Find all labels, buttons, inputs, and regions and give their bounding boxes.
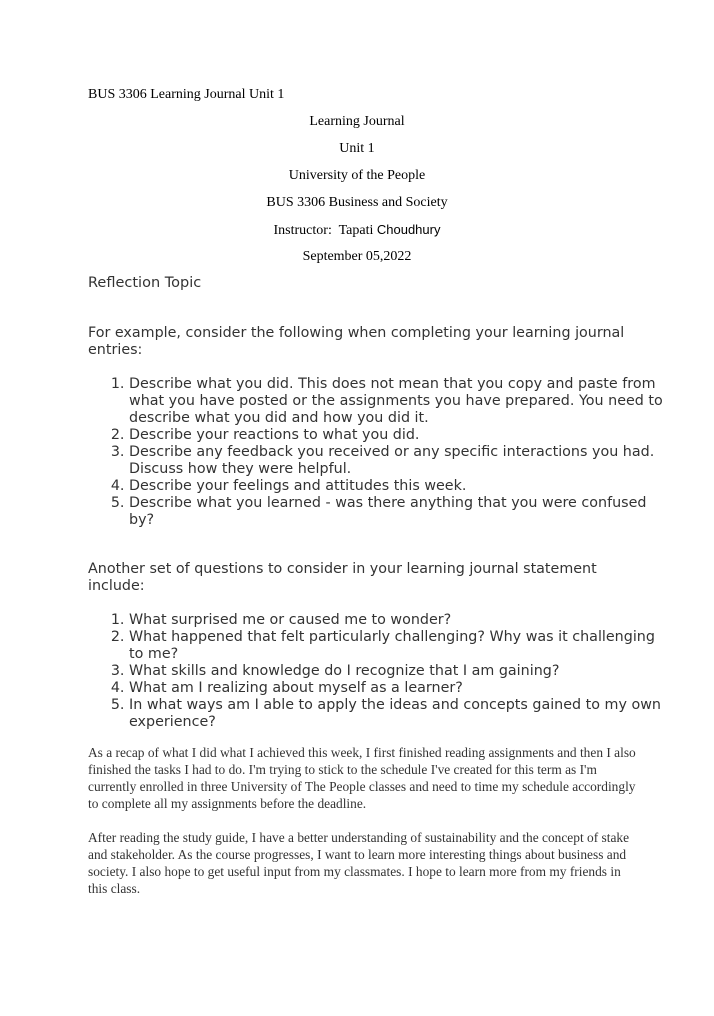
journal-title: Learning Journal [309, 114, 405, 129]
reflection-list-2 [88, 612, 669, 731]
journal-date: September 05,2022 [302, 249, 412, 264]
list-item: 1. What surprised me or caused me to wonder? [129, 612, 669, 629]
document-header-label: BUS 3306 Learning Journal Unit 1 [88, 87, 285, 102]
list-item: 2. Describe your reactions to what you did. [129, 427, 669, 444]
university-name: University of the People [288, 168, 426, 183]
body-paragraph-1: As a recap of what I did what I achieved this week, I first finished reading assignments and then I also finished the tasks I had to do. I'm trying to stick to the schedule I've created for this term as I'm currently enrolled in three University of The People classes and need to time my schedule accordingly to complete all my assignments before the deadline. [88, 745, 636, 811]
list-item: 4. Describe your feelings and attitudes this week. [129, 478, 669, 495]
reflection-intro-2: Another set of questions to consider in your learning journal statement include: [88, 561, 597, 594]
list-item: 3. What skills and knowledge do I recognize that I am gaining? [129, 663, 669, 680]
list-item: 5. In what ways am I able to apply the ideas and concepts gained to my own experience? [129, 697, 669, 731]
list-item: 3. Describe any feedback you received or any specific interactions you had. Discuss how they were helpful. [129, 444, 669, 478]
course-name: BUS 3306 Business and Society [266, 195, 448, 210]
reflection-list-1 [88, 376, 669, 529]
instructor-line [0, 221, 714, 240]
instructor-label: Instructor: [273, 223, 332, 238]
list-item: 5. Describe what you learned - was there anything that you were confused by? [129, 495, 669, 529]
reflection-heading: Reflection Topic [88, 275, 202, 291]
instructor-first-name: Tapati [338, 223, 374, 238]
list-item: 4. What am I realizing about myself as a learner? [129, 680, 669, 697]
reflection-intro-1: For example, consider the following when completing your learning journal entries: [88, 325, 625, 358]
list-item: 2. What happened that felt particularly challenging? Why was it challenging to me? [129, 629, 669, 663]
body-paragraph-2: After reading the study guide, I have a better understanding of sustainability and the concept of stake and stakeholder. As the course progresses, I want to learn more interesting things about business and society. I also hope to get useful input from my classmates. I hope to learn more from my friends in this class. [88, 830, 630, 896]
unit-label: Unit 1 [339, 141, 375, 156]
list-item: 1. Describe what you did. This does not mean that you copy and paste from what you have posted or the assignments you have prepared. You need to describe what you did and how you did it. [129, 376, 669, 427]
instructor-last-name: Choudhury [376, 222, 441, 237]
